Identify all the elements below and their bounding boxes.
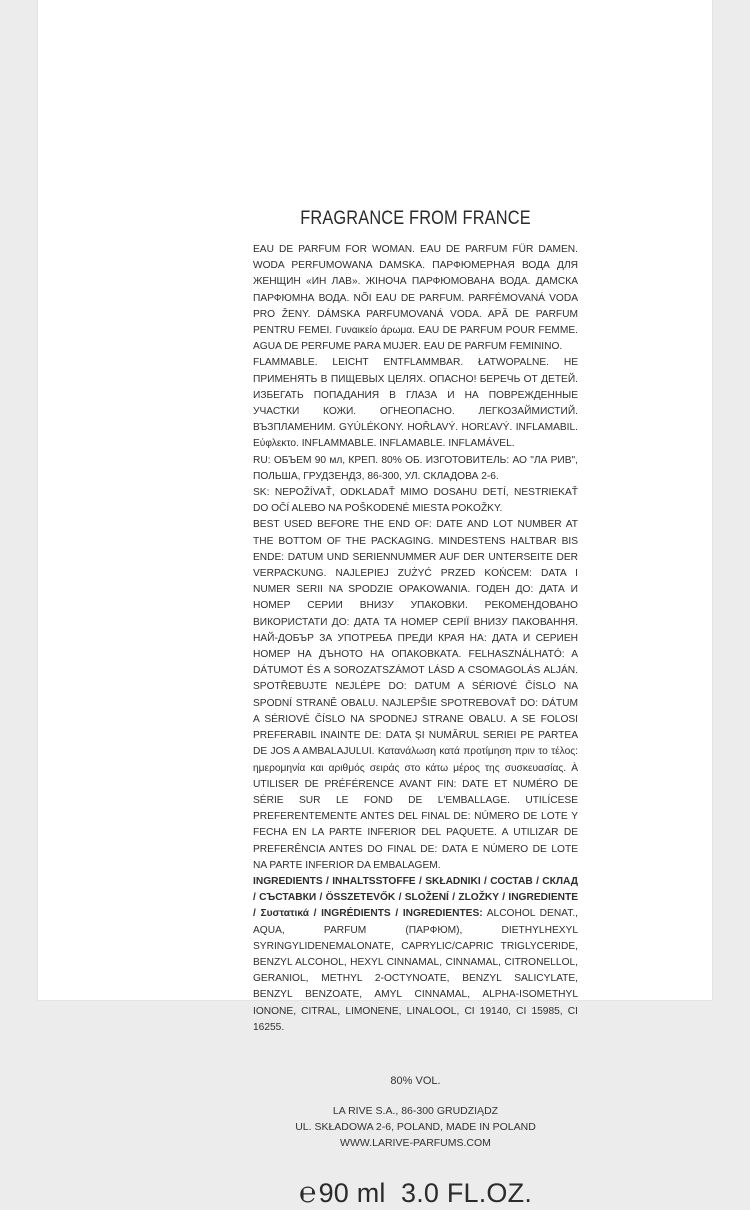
best-before-info: BEST USED BEFORE THE END OF: DATE AND LOT NUMBER AT THE BOTTOM OF THE PACKAGING. MINDESTENS HALTBAR BIS ENDE: DATUM UND SERIENNUMMER AUF DER UNTERSEITE DER VERPACKUNG. NAJLEPIEJ ZUŻYĆ PRZED KOŃCEM: DATA I NUMER SERII NA SPODZIE OPAKOWANIA. ГОДЕН ДО: ДАТА И НОМЕР СЕРИИ ВНИЗУ УПАКОВКИ. РЕКОМЕНДОВАНО ВИКОРИСТАТИ ДО: ДАТА ТА НОМЕР СЕРІЇ ВНИЗУ ПАКОВАННЯ. НАЙ-ДОБЪР ЗА УПОТРЕБА ПРЕДИ КРАЯ НА: ДАТА И СЕРИЕН НОМЕР НА ДЪНОТО НА ОПАКОВКАТА. FELHASZNÁLHATÓ: A DÁTUMOT ÉS A SOROZATSZÁMOT LÁSD A CSOMAGOLÁS ALJÁN. SPOTŘEBUJTE NEJLÉPE DO: DATUM A SÉRIOVÉ ČÍSLO NA SPODNÍ STRANĚ OBALU. NAJLEPŠIE SPOTREBOVAŤ DO: DÁTUM A SÉRIOVÉ ČÍSLO NA SPODNEJ STRANE OBALU. A SE FOLOSI PREFERABIL INAINTE DE: DATA ȘI NUMĂRUL SERIEI PE PARTEA DE JOS A AMBALAJULUI. Κατανάλωση κατά προτίμηση πριν το τέλος: ημερομηνία και αριθμός σειράς στο κάτω μέρος της συσκευασίας. À UTILISER DE PRÉFÉRENCE AVANT FIN: DATE ET NUMÉRO DE SÉRIE SUR LE FOND DE L'EMBALLAGE. UTILÍCESE PREFERENTEMENTE ANTES DEL FINAL DE: NÚMERO DE LOTE Y FECHA EN LA PARTE INFERIOR DEL PAQUETE. A UTILIZAR DE PREFERÊNCIA ANTES DO FINAL DE: DATA E NÚMERO DE LOTE NA PARTE INFERIOR DA EMBALAGEM. (253, 519, 578, 871)
safety-warnings: FLAMMABLE. LEICHT ENTFLAMMBAR. ŁATWOPALNE. НЕ ПРИМЕНЯТЬ В ПИЩЕВЫХ ЦЕЛЯХ. ОПАСНО! БЕРЕЧЬ ОТ ДЕТЕЙ. ИЗБЕГАТЬ ПОПАДАНИЯ В ГЛАЗА И НА ПОВРЕЖДЕННЫЕ УЧАСТКИ КОЖИ. ОГНЕОПАСНО. ЛЕГКОЗАЙМИСТИЙ. ВЪЗПЛАМЕНИМ. GYÚLÉKONY. HOŘLAVÝ. HORĽAVÝ. INFLAMABIL. Εύφλεκτο. INFLAMMABLE. INFLAMABLE. INFLAMÁVEL. (253, 357, 578, 450)
sk-usage-warning: SK: NEPOŽÍVAŤ, ODKLADAŤ MIMO DOSAHU DETÍ, NESTRIEKAŤ DO OČÍ ALEBO NA POŠKODENÉ MIESTA POKOŽKY. (253, 487, 578, 515)
product-description: EAU DE PARFUM FOR WOMAN. EAU DE PARFUM FÜR DAMEN. WODA PERFUMOWANA DAMSKA. ПАРФЮМЕРНАЯ ВОДА ДЛЯ ЖЕНЩИН «ИН ЛАВ». ЖІНОЧА ПАРФЮМОВАНА ВОДА. ДАМСКА ПАРФЮМНА ВОДА. NÕI EAU DE PARFUM. PARFÉMOVANÁ VODA PRO ŽENY. DÁMSKA PARFUMOVANÁ VODA. APĂ DE PARFUM PENTRU FEMEI. Γυναικείο άρωμα. EAU DE PARFUM POUR FEMME. AGUA DE PERFUME PARA MUJER. EAU DE PARFUM FEMININO. (253, 244, 578, 353)
ingredients-block (253, 874, 578, 1036)
ingredients-list: ALCOHOL DENAT., AQUA, PARFUM (ПАРФЮМ), DIETHYLHEXYL SYRINGYLIDENEMALONATE, CAPRYLIC/CAPRIC TRIGLYCERIDE, BENZYL ALCOHOL, HEXYL CINNAMAL, CINNAMAL, CITRONELLOL, GERANIOL, METHYL 2-OCTYNOATE, BENZYL SALICYLATE, BENZYL BENZOATE, AMYL CINNAMAL, ALPHA-ISOMETHYL IONONE, CITRAL, LIMONENE, LINALOOL, CI 19140, CI 15985, CI 16255. (253, 908, 578, 1033)
ru-manufacturer-info: RU: ОБЪЕМ 90 мл, КРЕП. 80% ОБ. ИЗГОТОВИТЕЛЬ: АО "ЛА РИВ", ПОЛЬША, ГРУДЗЕНДЗ, 86-300, УЛ. СКЛАДОВА 2-6. (253, 454, 578, 482)
net-volume-text: 90 ml 3.0 FL.OZ. (318, 1177, 533, 1208)
label-text-column (253, 208, 578, 1210)
net-volume (253, 1177, 578, 1210)
manufacturer-address (253, 1103, 578, 1151)
address-line-1: LA RIVE S.A., 86-300 GRUDZIĄDZ (332, 1104, 499, 1117)
alcohol-volume: 80% VOL. (390, 1074, 441, 1087)
address-line-2: UL. SKŁADOWA 2-6, POLAND, MADE IN POLAND (295, 1120, 536, 1133)
estimated-sign-icon: ℮ (298, 1176, 317, 1209)
fragrance-title: FRAGRANCE FROM FRANCE (300, 208, 531, 229)
website-url: WWW.LARIVE-PARFUMS.COM (340, 1136, 491, 1149)
ingredients-heading: INGREDIENTS / INHALTSSTOFFE / SKŁADNIKI / СОСТАВ / СКЛАД / СЪСТАВКИ / ÖSSZETEVŐK / SLOŽENÍ / ZLOŽKY / INGREDIENTE / Συστατικά / INGRÉDIENTS / INGREDIENTES: (253, 875, 578, 920)
packaging-panel (38, 0, 712, 1209)
